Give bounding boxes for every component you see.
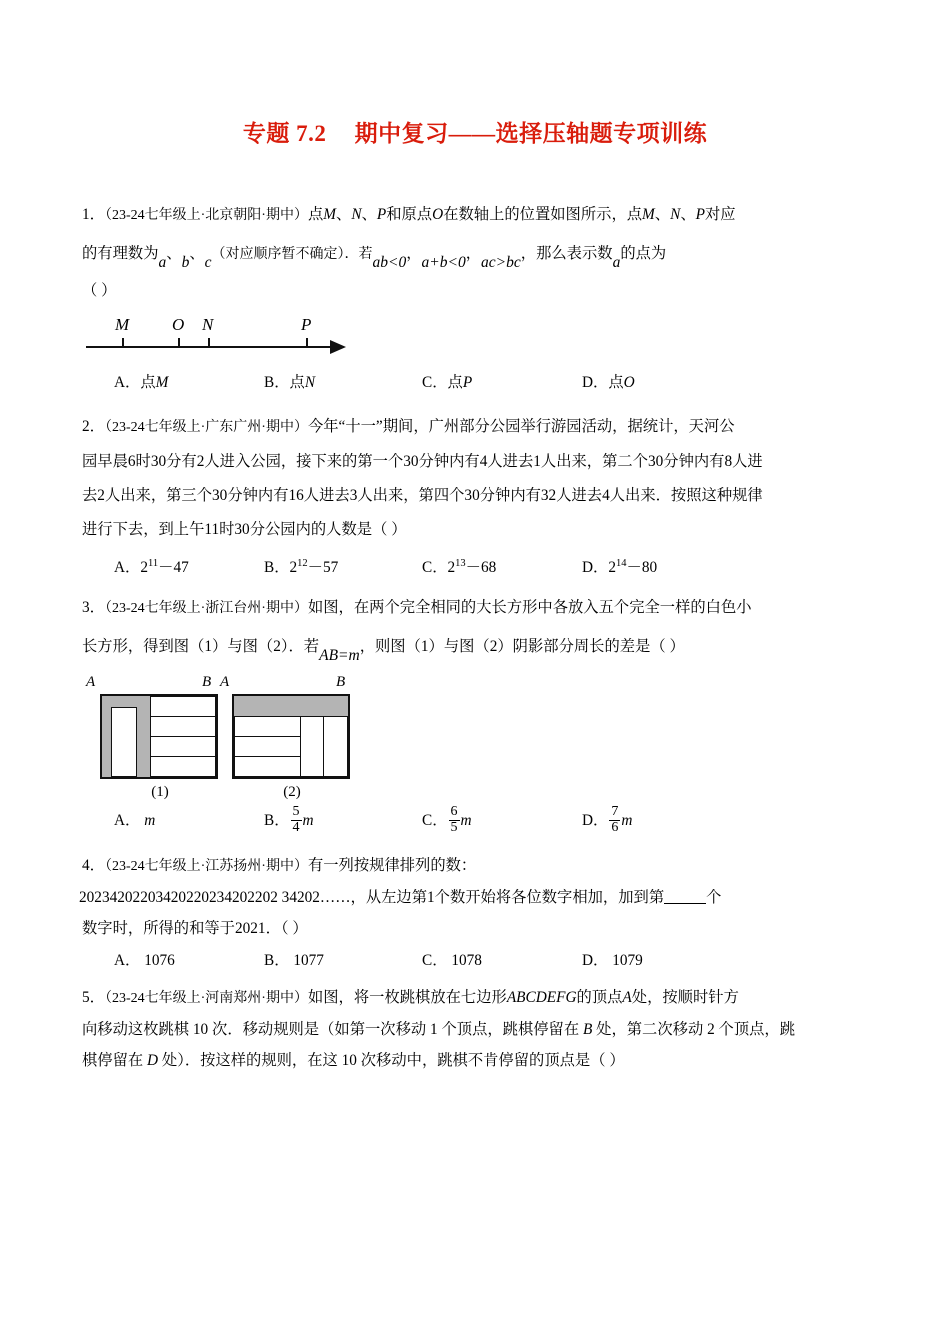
q1-var-o: O bbox=[432, 206, 444, 223]
option-4-b[interactable]: B． 1077 bbox=[264, 952, 324, 969]
question-1 bbox=[82, 198, 872, 398]
fraction-5-4: $\frac{5}{4}$ bbox=[292, 804, 300, 835]
option-2-d[interactable]: D．$2^{14}-80$ bbox=[582, 558, 658, 577]
question-1-text bbox=[82, 198, 872, 233]
q1-math-apb: a+b<0 bbox=[421, 254, 466, 271]
question-4-line-2 bbox=[79, 882, 872, 913]
option-1-d[interactable]: D．点O bbox=[582, 374, 635, 391]
figure-1-white-h2 bbox=[150, 716, 216, 737]
q5-t6: 棋停留在 bbox=[82, 1052, 148, 1069]
figure-1-white-vertical bbox=[111, 707, 137, 777]
option-3-c[interactable]: C． $\frac{6}{5}$ m bbox=[422, 804, 472, 835]
q5-var-b: B bbox=[582, 1021, 593, 1038]
question-2-options bbox=[82, 549, 872, 579]
q1-t3: 、 bbox=[361, 206, 377, 223]
number-line-arrow-icon bbox=[330, 340, 346, 354]
q1-var-n: N bbox=[351, 206, 362, 223]
q1-var-a: a bbox=[158, 254, 167, 271]
question-2-line-2: 园早晨6时30分有2人进入公园，接下来的第一个30分钟内有4人进去1人出来，第二个30分钟内有8人进 bbox=[82, 453, 763, 470]
question-3-index: 3． bbox=[82, 599, 105, 616]
q1-var-m: M bbox=[323, 206, 337, 223]
q1-t8: 对应 bbox=[704, 206, 736, 223]
question-4 bbox=[79, 850, 872, 976]
option-2-c[interactable]: C．$2^{13}-68$ bbox=[422, 558, 497, 577]
figure-1-box bbox=[100, 694, 218, 779]
option-1-c[interactable]: C．点P bbox=[422, 374, 473, 391]
q1-var-n2: N bbox=[670, 206, 681, 223]
question-3-source: （23-24七年级上·浙江台州·期中） bbox=[104, 601, 308, 616]
figure-2-white-v2 bbox=[323, 716, 348, 777]
q4-t2: ，从左边第1个数开始将各位数字相加，加到第 bbox=[350, 889, 665, 906]
q1-t11: 、 bbox=[189, 245, 205, 262]
q5-t5: 处，第二次移动 2 个顶点，跳 bbox=[592, 1021, 796, 1038]
question-2-line-4: 进行下去，到上午11时30分公园内的人数是（ ） bbox=[82, 521, 407, 538]
figure-1-white-h3 bbox=[150, 736, 216, 757]
q5-var-polygon: ABCDEFG bbox=[506, 989, 577, 1006]
q1-t6: 、 bbox=[654, 206, 671, 223]
answer-blank[interactable] bbox=[664, 889, 706, 904]
q3-math-ab: AB=m bbox=[319, 647, 360, 664]
q1-var-p2: P bbox=[695, 206, 705, 223]
q4-t1: 有一列按规律排列的数： bbox=[307, 857, 477, 874]
number-line-label-n: N bbox=[202, 315, 214, 334]
figure-1-corner-b: B bbox=[202, 674, 212, 690]
document-body bbox=[79, 198, 872, 1082]
q1-var-p: P bbox=[376, 206, 387, 223]
question-4-source: （23-24七年级上·江苏扬州·期中） bbox=[104, 859, 308, 874]
option-2-b[interactable]: B．$2^{12}-57$ bbox=[264, 558, 339, 577]
option-2-a[interactable]: A．$2^{11}-47$ bbox=[114, 558, 189, 577]
number-line-label-m: M bbox=[115, 315, 130, 334]
q1-var-c: c bbox=[204, 254, 212, 271]
figure-2-box bbox=[232, 694, 350, 779]
question-3-options bbox=[82, 798, 872, 840]
q1-sep2: ， bbox=[465, 245, 482, 262]
q1-var-a2: a bbox=[612, 254, 621, 271]
option-4-c[interactable]: C． 1078 bbox=[422, 952, 482, 969]
q5-t3: 处，按顺时针方 bbox=[631, 989, 739, 1006]
number-line-figure bbox=[82, 308, 872, 366]
option-3-d[interactable]: D． $\frac{7}{6}$ m bbox=[582, 804, 633, 835]
option-3-b[interactable]: B． $\frac{5}{4}$ m bbox=[264, 804, 314, 835]
question-2 bbox=[82, 410, 872, 579]
tick-p bbox=[306, 338, 308, 347]
question-4-line-1 bbox=[82, 850, 872, 882]
q1-t1: 点 bbox=[307, 206, 324, 223]
q1-t9: 的有理数为 bbox=[82, 245, 159, 262]
option-4-d[interactable]: D． 1079 bbox=[582, 952, 643, 969]
q1-var-b: b bbox=[181, 254, 190, 271]
option-1-a[interactable]: A．点M bbox=[114, 374, 169, 391]
number-line-label-p: P bbox=[301, 315, 312, 334]
q2-t1: 今年“十一”期间，广州部分公园举行游园活动，据统计，天河公 bbox=[307, 418, 735, 435]
q3-t2: 长方形，得到图（1）与图（2）．若 bbox=[82, 638, 320, 655]
figure-2-white-h1 bbox=[234, 716, 301, 737]
tick-n bbox=[208, 338, 210, 347]
q5-t4: 向移动这枚跳棋 10 次．移动规则是（如第一次移动 1 个顶点，跳棋停留在 bbox=[82, 1021, 583, 1038]
figure-1 bbox=[86, 674, 218, 800]
figure-2-shaded-region bbox=[234, 696, 348, 716]
question-5-line-2 bbox=[82, 1014, 872, 1045]
question-5-index: 5． bbox=[82, 989, 105, 1006]
question-1-answer-paren: （ ） bbox=[82, 282, 117, 299]
figure-1-white-h1 bbox=[150, 696, 216, 717]
q5-t7: 处）．按这样的规则，在这 10 次移动中，跳棋不肯停留的顶点是（ ） bbox=[158, 1052, 625, 1069]
q1-t14: 的点为 bbox=[620, 245, 667, 262]
question-2-index: 2． bbox=[82, 418, 105, 435]
q1-t10: 、 bbox=[166, 245, 182, 262]
q1-sep3: ， bbox=[520, 245, 537, 262]
q1-var-m2: M bbox=[642, 206, 655, 223]
q1-t13: 那么表示数 bbox=[536, 245, 613, 262]
page-title-main: 期中复习——选择压轴题专项训练 bbox=[354, 121, 708, 146]
question-5-line-3 bbox=[82, 1045, 872, 1076]
q5-t1: 如图，将一枚跳棋放在七边形 bbox=[307, 989, 507, 1006]
question-5-source: （23-24七年级上·河南郑州·期中） bbox=[104, 991, 308, 1006]
tick-o bbox=[178, 338, 180, 347]
q1-t5: 在数轴上的位置如图所示，点 bbox=[443, 206, 643, 223]
q5-var-d: D bbox=[147, 1052, 159, 1069]
figure-2-caption: (2) bbox=[283, 784, 301, 800]
fraction-6-5: $\frac{6}{5}$ bbox=[450, 804, 458, 835]
question-4-digit-sequence: 20234202203420220234202202 34202…… bbox=[79, 889, 351, 906]
question-1-options bbox=[82, 368, 872, 398]
q1-math-acbc: ac>bc bbox=[481, 254, 521, 271]
q1-t2: 、 bbox=[336, 206, 352, 223]
q3-t3: ，则图（1）与图（2）阴影部分周长的差是（ ） bbox=[359, 638, 685, 655]
option-4-a[interactable]: A． 1076 bbox=[114, 952, 175, 969]
question-3 bbox=[82, 591, 872, 840]
page-title bbox=[0, 115, 950, 148]
question-2-source: （23-24七年级上·广东广州·期中） bbox=[104, 420, 308, 435]
question-2-line-1 bbox=[82, 410, 872, 445]
question-4-line-3: 数字时，所得的和等于2021．（ ） bbox=[82, 920, 308, 937]
q1-math-ab: ab<0 bbox=[372, 254, 407, 271]
figure-1-caption: (1) bbox=[151, 784, 169, 800]
option-3-a[interactable]: A． m bbox=[114, 812, 156, 829]
q1-t4: 和原点 bbox=[386, 206, 433, 223]
option-1-b[interactable]: B．点N bbox=[264, 374, 316, 391]
question-3-line-1 bbox=[82, 591, 872, 626]
figure-1-white-h4 bbox=[150, 756, 216, 777]
q5-t2: 的顶点 bbox=[576, 989, 623, 1006]
page-title-prefix: 专题 7.2 bbox=[242, 121, 327, 146]
q1-t12: （对应顺序暂不确定）．若 bbox=[211, 247, 373, 262]
figure-2 bbox=[220, 674, 350, 800]
figure-2-corner-a: A bbox=[220, 674, 230, 690]
question-3-line-2 bbox=[82, 626, 872, 668]
figure-2-white-h2 bbox=[234, 736, 301, 757]
question-5 bbox=[82, 982, 872, 1076]
fraction-7-6: $\frac{7}{6}$ bbox=[611, 804, 619, 835]
number-line-label-o: O bbox=[172, 315, 185, 334]
q1-t7: 、 bbox=[680, 206, 696, 223]
q4-t3: 个 bbox=[706, 889, 722, 906]
question-3-figures bbox=[82, 674, 872, 800]
figure-1-corner-a: A bbox=[86, 674, 96, 690]
q3-t1: 如图，在两个完全相同的大长方形中各放入五个完全一样的白色小 bbox=[307, 599, 752, 616]
tick-m bbox=[122, 338, 124, 347]
figure-2-white-h3 bbox=[234, 756, 301, 777]
q1-sep1: ， bbox=[406, 245, 422, 262]
figure-2-white-v1 bbox=[300, 716, 324, 777]
q5-var-a: A bbox=[622, 989, 632, 1006]
figure-2-corner-b: B bbox=[336, 674, 346, 690]
question-1-text-cont bbox=[82, 233, 872, 276]
question-4-options bbox=[82, 946, 872, 976]
question-2-line-3: 去2人出来，第三个30分钟内有16人进去3人出来，第四个30分钟内有32人进去4人出来．按照这种规律 bbox=[82, 487, 763, 504]
question-1-index: 1． bbox=[82, 206, 105, 223]
question-4-index: 4． bbox=[82, 857, 105, 874]
question-5-line-1 bbox=[82, 982, 872, 1014]
question-1-source: （23-24七年级上·北京朝阳·期中） bbox=[104, 208, 308, 223]
